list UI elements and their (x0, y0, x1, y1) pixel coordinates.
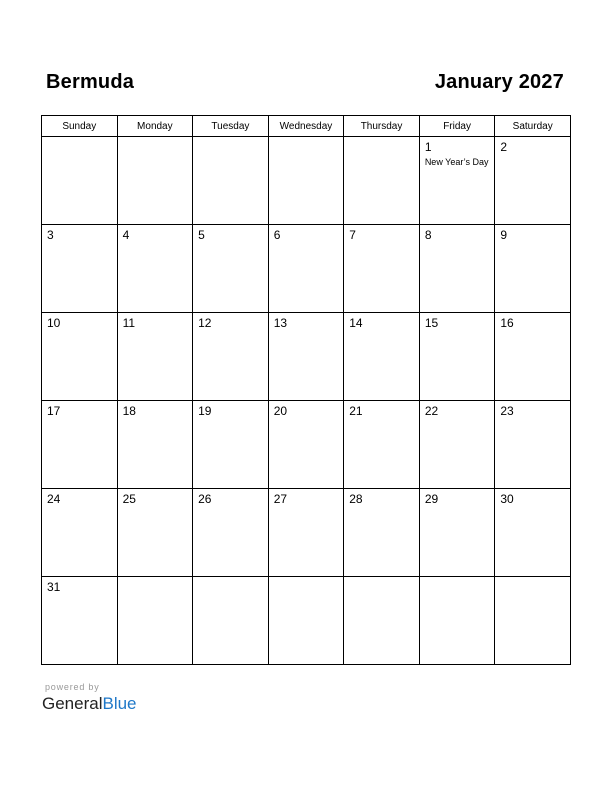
day-number: 10 (47, 316, 61, 330)
weekday-sunday: Sunday (42, 116, 118, 137)
day-number: 11 (122, 316, 136, 330)
day-cell (419, 313, 495, 401)
day-cell (495, 137, 571, 225)
day-number: 9 (500, 228, 508, 242)
day-cell (419, 225, 495, 313)
weekday-saturday: Saturday (495, 116, 571, 137)
day-number: 5 (198, 228, 205, 242)
day-cell (193, 225, 269, 313)
day-number: 20 (273, 404, 288, 418)
day-number: 29 (424, 492, 439, 506)
day-cell (268, 137, 344, 225)
day-cell (42, 313, 118, 401)
weekday-thursday: Thursday (344, 116, 420, 137)
day-cell (268, 577, 344, 665)
day-number: 22 (424, 404, 439, 418)
day-cell (42, 489, 118, 577)
day-number: 14 (349, 316, 363, 330)
day-cell (495, 225, 571, 313)
day-number: 17 (47, 404, 61, 418)
day-cell (117, 225, 193, 313)
brand-general: General (42, 694, 103, 713)
day-cell (344, 313, 420, 401)
brand-logo[interactable] (42, 694, 137, 714)
weekday-friday: Friday (419, 116, 495, 137)
day-cell (495, 489, 571, 577)
calendar-grid (41, 115, 571, 665)
day-cell (117, 313, 193, 401)
week-row (42, 489, 571, 577)
day-number: 4 (122, 228, 130, 242)
brand-blue: Blue (102, 694, 137, 713)
day-number: 15 (424, 316, 439, 330)
week-row (42, 401, 571, 489)
day-number: 2 (500, 140, 508, 154)
day-number: 26 (198, 492, 212, 506)
day-cell (193, 489, 269, 577)
day-cell (268, 401, 344, 489)
region-title: Bermuda (46, 71, 135, 93)
day-number: 1 (424, 140, 432, 154)
day-number: 6 (273, 228, 281, 242)
day-cell (344, 137, 420, 225)
day-number: 30 (500, 492, 514, 506)
day-cell (117, 137, 193, 225)
weekday-header-row (42, 116, 571, 137)
day-number: 3 (47, 228, 54, 242)
day-number: 7 (349, 228, 356, 242)
day-cell (193, 577, 269, 665)
day-cell (117, 577, 193, 665)
day-cell (193, 313, 269, 401)
day-cell (268, 489, 344, 577)
day-number: 23 (500, 404, 514, 418)
weekday-wednesday: Wednesday (268, 116, 344, 137)
week-row (42, 313, 571, 401)
day-number: 12 (198, 316, 212, 330)
day-cell (193, 401, 269, 489)
day-cell (419, 137, 495, 225)
day-cell (117, 401, 193, 489)
week-row (42, 225, 571, 313)
weekday-monday: Monday (117, 116, 193, 137)
day-number: 16 (500, 316, 514, 330)
powered-by-text: powered by (45, 682, 100, 692)
holiday-label: New Year’s Day (424, 157, 489, 167)
day-number: 21 (349, 404, 363, 418)
day-cell (268, 225, 344, 313)
day-cell (495, 401, 571, 489)
day-number: 31 (47, 580, 61, 594)
day-number: 24 (47, 492, 61, 506)
day-number: 19 (198, 404, 212, 418)
day-number: 8 (424, 228, 432, 242)
day-cell (42, 137, 118, 225)
day-cell (344, 225, 420, 313)
day-cell (42, 577, 118, 665)
day-cell (117, 489, 193, 577)
day-number: 25 (122, 492, 136, 506)
day-cell (344, 489, 420, 577)
day-cell (419, 401, 495, 489)
day-cell (42, 225, 118, 313)
day-cell (495, 313, 571, 401)
week-row (42, 137, 571, 225)
weekday-tuesday: Tuesday (193, 116, 269, 137)
month-title: January 2027 (434, 71, 564, 93)
day-cell (193, 137, 269, 225)
week-row (42, 577, 571, 665)
day-cell (42, 401, 118, 489)
day-cell (268, 313, 344, 401)
day-number: 27 (273, 492, 288, 506)
day-cell (344, 577, 420, 665)
day-number: 28 (349, 492, 363, 506)
day-cell (495, 577, 571, 665)
day-cell (419, 489, 495, 577)
day-cell (419, 577, 495, 665)
day-cell (344, 401, 420, 489)
day-number: 18 (122, 404, 136, 418)
day-number: 13 (273, 316, 288, 330)
